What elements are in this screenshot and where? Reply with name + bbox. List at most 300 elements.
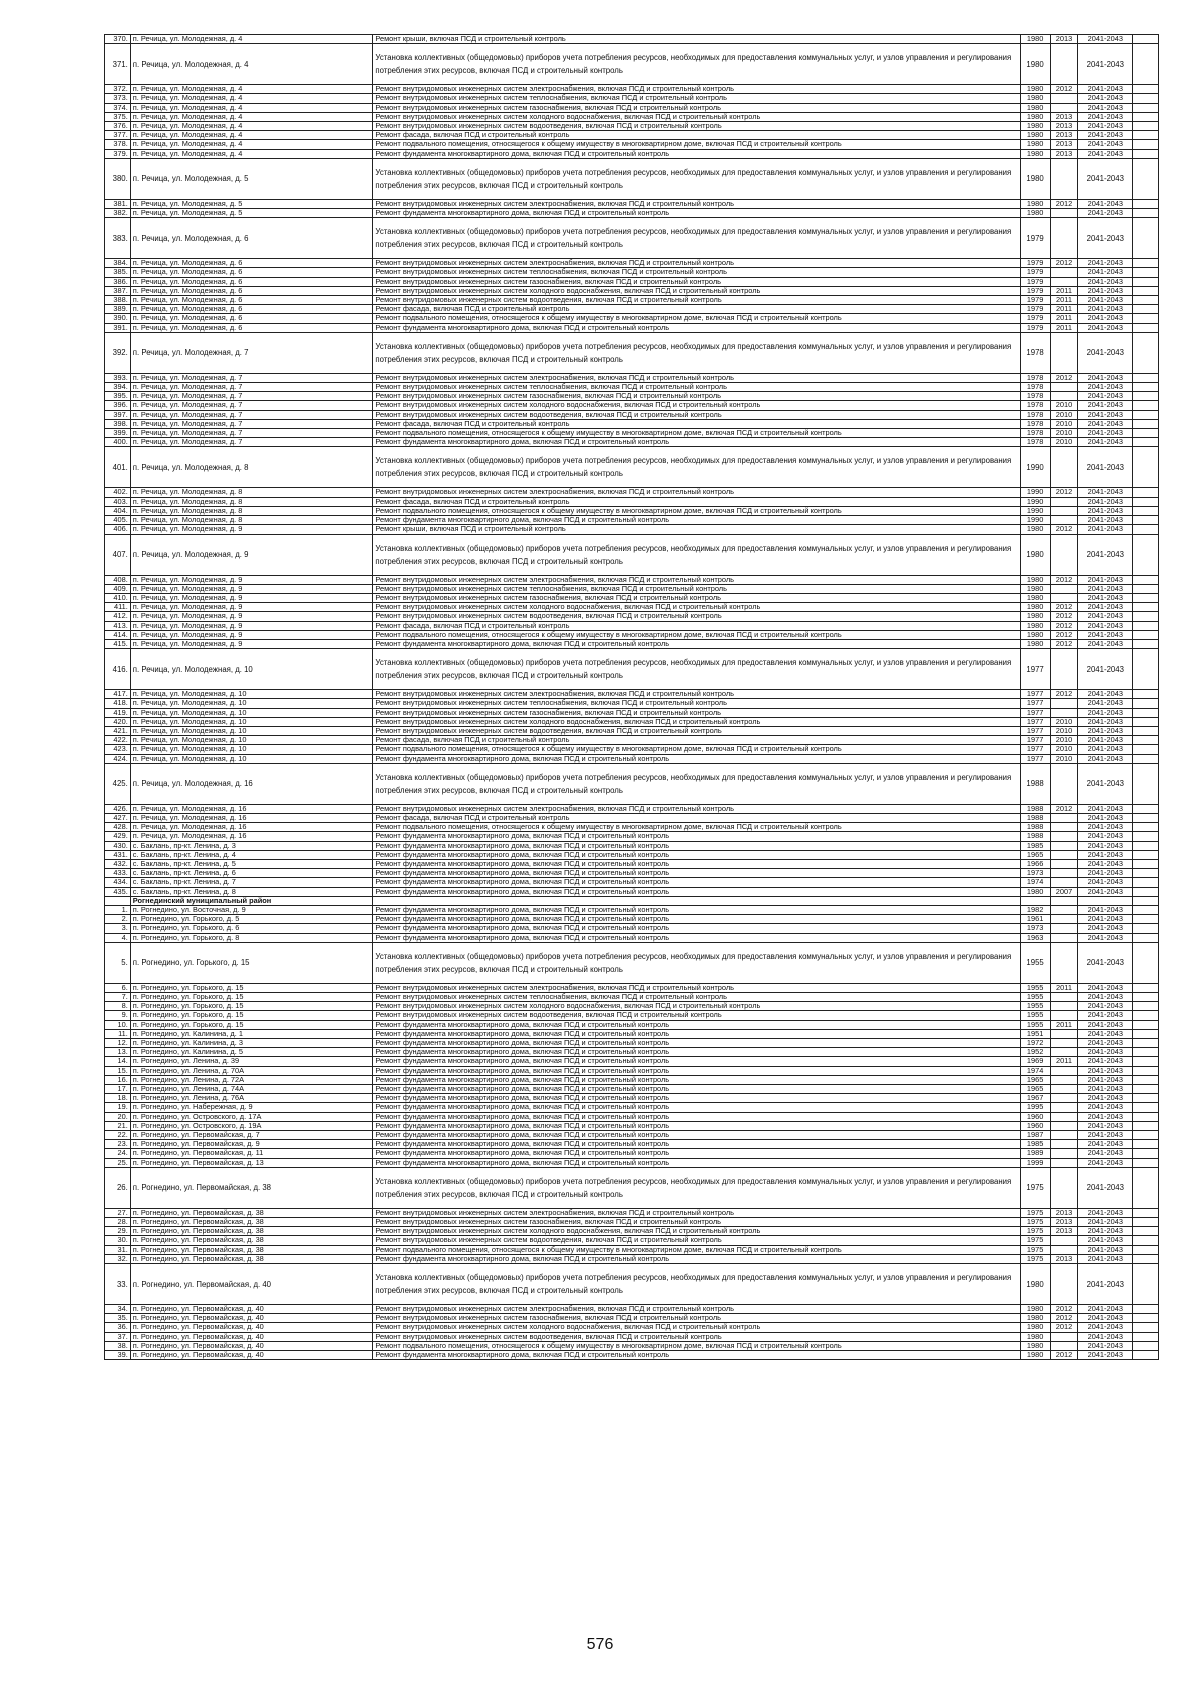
empty-cell — [1133, 1208, 1159, 1217]
last-repair-year-cell: 2013 — [1050, 149, 1078, 158]
commission-year-cell: 1980 — [1020, 1264, 1050, 1305]
planned-period-cell: 2041-2043 — [1078, 905, 1133, 914]
empty-cell — [1133, 286, 1159, 295]
empty-cell — [1133, 915, 1159, 924]
planned-period-cell: 2041-2043 — [1078, 736, 1133, 745]
commission-year-cell: 1985 — [1020, 841, 1050, 850]
work-type-cell: Установка коллективных (общедомовых) приборов учета потребления ресурсов, необходимых для предоставления коммунальных услуг, и узлов управления и регулирования потребления этих ресурсов, включая ПСД и строительный контроль — [373, 218, 1020, 259]
commission-year-cell: 1980 — [1020, 612, 1050, 621]
row-number — [105, 896, 131, 905]
commission-year-cell: 1978 — [1020, 419, 1050, 428]
last-repair-year-cell: 2012 — [1050, 630, 1078, 639]
table-row — [105, 447, 1159, 488]
table-row — [105, 1254, 1159, 1263]
empty-cell — [1133, 859, 1159, 868]
planned-period-cell: 2041-2043 — [1078, 887, 1133, 896]
empty-cell — [1133, 993, 1159, 1002]
planned-period-cell: 2041-2043 — [1078, 593, 1133, 602]
address-cell: п. Рогнедино, ул. Первомайская, д. 38 — [130, 1167, 373, 1208]
commission-year-cell: 1977 — [1020, 736, 1050, 745]
planned-period-cell: 2041-2043 — [1078, 1011, 1133, 1020]
address-cell: с. Баклань, пр-кт. Ленина, д. 7 — [130, 878, 373, 887]
planned-period-cell: 2041-2043 — [1078, 429, 1133, 438]
table-row — [105, 277, 1159, 286]
work-type-cell: Ремонт подвального помещения, относящегося к общему имуществу в многоквартирном доме, включая ПСД и строительный контроль — [373, 1245, 1020, 1254]
work-type-cell: Ремонт подвального помещения, относящегося к общему имуществу в многоквартирном доме, включая ПСД и строительный контроль — [373, 506, 1020, 515]
commission-year-cell: 1952 — [1020, 1048, 1050, 1057]
table-row — [105, 1341, 1159, 1350]
last-repair-year-cell — [1050, 268, 1078, 277]
commission-year-cell: 1980 — [1020, 112, 1050, 121]
work-type-cell: Ремонт фундамента многоквартирного дома, включая ПСД и строительный контроль — [373, 1112, 1020, 1121]
commission-year-cell: 1989 — [1020, 1149, 1050, 1158]
work-type-cell: Ремонт внутридомовых инженерных систем водоотведения, включая ПСД и строительный контроль — [373, 1236, 1020, 1245]
commission-year-cell: 1978 — [1020, 410, 1050, 419]
address-cell: п. Рогнедино, ул. Островского, д. 19А — [130, 1121, 373, 1130]
planned-period-cell: 2041-2043 — [1078, 122, 1133, 131]
row-number: 375. — [105, 112, 131, 121]
row-number: 408. — [105, 575, 131, 584]
commission-year-cell: 1972 — [1020, 1039, 1050, 1048]
address-cell: п. Рогнедино, ул. Горького, д. 15 — [130, 983, 373, 992]
row-number: 381. — [105, 199, 131, 208]
row-number: 418. — [105, 699, 131, 708]
planned-period-cell: 2041-2043 — [1078, 878, 1133, 887]
row-number: 19. — [105, 1103, 131, 1112]
empty-cell — [1133, 44, 1159, 85]
empty-cell — [1133, 593, 1159, 602]
address-cell: п. Рогнедино, ул. Горького, д. 5 — [130, 915, 373, 924]
commission-year-cell: 1980 — [1020, 1341, 1050, 1350]
table-row — [105, 708, 1159, 717]
table-row — [105, 392, 1159, 401]
row-number: 5. — [105, 942, 131, 983]
empty-cell — [1133, 690, 1159, 699]
last-repair-year-cell — [1050, 1085, 1078, 1094]
last-repair-year-cell — [1050, 497, 1078, 506]
planned-period-cell: 2041-2043 — [1078, 149, 1133, 158]
planned-period-cell: 2041-2043 — [1078, 1149, 1133, 1158]
work-type-cell: Ремонт фундамента многоквартирного дома, включая ПСД и строительный контроль — [373, 1351, 1020, 1360]
row-number: 374. — [105, 103, 131, 112]
address-cell: п. Речица, ул. Молодежная, д. 4 — [130, 112, 373, 121]
last-repair-year-cell — [1050, 1121, 1078, 1130]
commission-year-cell: 1979 — [1020, 218, 1050, 259]
table-row — [105, 1227, 1159, 1236]
work-type-cell: Ремонт внутридомовых инженерных систем электроснабжения, включая ПСД и строительный контроль — [373, 1208, 1020, 1217]
table-row — [105, 1121, 1159, 1130]
empty-cell — [1078, 896, 1133, 905]
empty-cell — [1133, 1085, 1159, 1094]
last-repair-year-cell — [1050, 1075, 1078, 1084]
commission-year-cell: 1961 — [1020, 915, 1050, 924]
table-row — [105, 575, 1159, 584]
table-row — [105, 1208, 1159, 1217]
table-row — [105, 488, 1159, 497]
planned-period-cell: 2041-2043 — [1078, 534, 1133, 575]
row-number: 415. — [105, 639, 131, 648]
commission-year-cell: 1975 — [1020, 1245, 1050, 1254]
address-cell: п. Речица, ул. Молодежная, д. 9 — [130, 575, 373, 584]
planned-period-cell: 2041-2043 — [1078, 1254, 1133, 1263]
planned-period-cell: 2041-2043 — [1078, 1112, 1133, 1121]
planned-period-cell: 2041-2043 — [1078, 754, 1133, 763]
row-number: 416. — [105, 649, 131, 690]
table-row — [105, 736, 1159, 745]
last-repair-year-cell: 2013 — [1050, 1227, 1078, 1236]
planned-period-cell: 2041-2043 — [1078, 1167, 1133, 1208]
work-type-cell: Ремонт фундамента многоквартирного дома, включая ПСД и строительный контроль — [373, 1149, 1020, 1158]
row-number: 386. — [105, 277, 131, 286]
row-number: 417. — [105, 690, 131, 699]
planned-period-cell: 2041-2043 — [1078, 268, 1133, 277]
work-type-cell: Ремонт внутридомовых инженерных систем водоотведения, включая ПСД и строительный контроль — [373, 296, 1020, 305]
commission-year-cell: 1980 — [1020, 94, 1050, 103]
address-cell: п. Рогнедино, ул. Первомайская, д. 38 — [130, 1218, 373, 1227]
work-type-cell: Ремонт внутридомовых инженерных систем газоснабжения, включая ПСД и строительный контроль — [373, 392, 1020, 401]
planned-period-cell: 2041-2043 — [1078, 1029, 1133, 1038]
address-cell: п. Рогнедино, ул. Горького, д. 15 — [130, 993, 373, 1002]
empty-cell — [1133, 158, 1159, 199]
empty-cell — [1133, 268, 1159, 277]
empty-cell — [1133, 438, 1159, 447]
row-number: 431. — [105, 850, 131, 859]
commission-year-cell: 1977 — [1020, 649, 1050, 690]
table-row — [105, 726, 1159, 735]
work-type-cell: Ремонт фасада, включая ПСД и строительный контроль — [373, 131, 1020, 140]
empty-cell — [1133, 525, 1159, 534]
address-cell: п. Рогнедино, ул. Первомайская, д. 38 — [130, 1236, 373, 1245]
table-row — [105, 1094, 1159, 1103]
work-type-cell: Ремонт внутридомовых инженерных систем холодного водоснабжения, включая ПСД и строительный контроль — [373, 401, 1020, 410]
planned-period-cell: 2041-2043 — [1078, 639, 1133, 648]
address-cell: п. Речица, ул. Молодежная, д. 6 — [130, 218, 373, 259]
empty-cell — [1133, 373, 1159, 382]
address-cell: п. Речица, ул. Молодежная, д. 6 — [130, 286, 373, 295]
work-type-cell: Ремонт внутридомовых инженерных систем газоснабжения, включая ПСД и строительный контроль — [373, 277, 1020, 286]
last-repair-year-cell: 2012 — [1050, 1323, 1078, 1332]
commission-year-cell: 1980 — [1020, 140, 1050, 149]
commission-year-cell: 1977 — [1020, 690, 1050, 699]
work-type-cell: Установка коллективных (общедомовых) приборов учета потребления ресурсов, необходимых для предоставления коммунальных услуг, и узлов управления и регулирования потребления этих ресурсов, включая ПСД и строительный контроль — [373, 1264, 1020, 1305]
commission-year-cell: 1969 — [1020, 1057, 1050, 1066]
address-cell: п. Речица, ул. Молодежная, д. 8 — [130, 447, 373, 488]
table-row — [105, 218, 1159, 259]
address-cell: п. Рогнедино, ул. Калинина, д. 1 — [130, 1029, 373, 1038]
address-cell: п. Рогнедино, ул. Горького, д. 6 — [130, 924, 373, 933]
planned-period-cell: 2041-2043 — [1078, 1236, 1133, 1245]
work-type-cell: Ремонт внутридомовых инженерных систем водоотведения, включая ПСД и строительный контроль — [373, 1332, 1020, 1341]
row-number: 434. — [105, 878, 131, 887]
last-repair-year-cell: 2012 — [1050, 621, 1078, 630]
table-row — [105, 1264, 1159, 1305]
commission-year-cell: 1955 — [1020, 1011, 1050, 1020]
address-cell: п. Речица, ул. Молодежная, д. 9 — [130, 612, 373, 621]
empty-cell — [1133, 1039, 1159, 1048]
table-row — [105, 438, 1159, 447]
empty-cell — [1133, 745, 1159, 754]
work-type-cell: Ремонт фундамента многоквартирного дома, включая ПСД и строительный контроль — [373, 1254, 1020, 1263]
empty-cell — [1133, 1218, 1159, 1227]
row-number: 26. — [105, 1167, 131, 1208]
last-repair-year-cell: 2010 — [1050, 754, 1078, 763]
commission-year-cell: 1985 — [1020, 1140, 1050, 1149]
empty-cell — [1133, 392, 1159, 401]
empty-cell — [1133, 1341, 1159, 1350]
commission-year-cell: 1980 — [1020, 593, 1050, 602]
last-repair-year-cell: 2013 — [1050, 35, 1078, 44]
last-repair-year-cell — [1050, 593, 1078, 602]
address-cell: п. Рогнедино, ул. Горького, д. 15 — [130, 1002, 373, 1011]
work-type-cell: Ремонт внутридомовых инженерных систем холодного водоснабжения, включая ПСД и строительный контроль — [373, 1002, 1020, 1011]
address-cell: п. Речица, ул. Молодежная, д. 9 — [130, 584, 373, 593]
empty-cell — [1133, 717, 1159, 726]
last-repair-year-cell: 2013 — [1050, 1208, 1078, 1217]
planned-period-cell: 2041-2043 — [1078, 630, 1133, 639]
address-cell: п. Речица, ул. Молодежная, д. 6 — [130, 314, 373, 323]
empty-cell — [1133, 584, 1159, 593]
address-cell: п. Рогнедино, ул. Калинина, д. 5 — [130, 1048, 373, 1057]
planned-period-cell: 2041-2043 — [1078, 44, 1133, 85]
table-row — [105, 584, 1159, 593]
row-number: 10. — [105, 1020, 131, 1029]
commission-year-cell: 1975 — [1020, 1254, 1050, 1263]
row-number: 378. — [105, 140, 131, 149]
work-type-cell: Ремонт внутридомовых инженерных систем теплоснабжения, включая ПСД и строительный контроль — [373, 94, 1020, 103]
last-repair-year-cell: 2010 — [1050, 717, 1078, 726]
work-type-cell: Ремонт фундамента многоквартирного дома, включая ПСД и строительный контроль — [373, 1140, 1020, 1149]
empty-cell — [1133, 429, 1159, 438]
planned-period-cell: 2041-2043 — [1078, 1020, 1133, 1029]
work-type-cell: Установка коллективных (общедомовых) приборов учета потребления ресурсов, необходимых для предоставления коммунальных услуг, и узлов управления и регулирования потребления этих ресурсов, включая ПСД и строительный контроль — [373, 763, 1020, 804]
row-number: 14. — [105, 1057, 131, 1066]
address-cell: п. Речица, ул. Молодежная, д. 7 — [130, 419, 373, 428]
empty-cell — [1133, 983, 1159, 992]
commission-year-cell: 1980 — [1020, 103, 1050, 112]
address-cell: п. Речица, ул. Молодежная, д. 6 — [130, 305, 373, 314]
address-cell: п. Рогнедино, ул. Первомайская, д. 40 — [130, 1305, 373, 1314]
address-cell: п. Рогнедино, ул. Горького, д. 15 — [130, 1011, 373, 1020]
address-cell: с. Баклань, пр-кт. Ленина, д. 3 — [130, 841, 373, 850]
empty-cell — [1133, 277, 1159, 286]
commission-year-cell: 1965 — [1020, 1075, 1050, 1084]
address-cell: п. Речица, ул. Молодежная, д. 4 — [130, 131, 373, 140]
commission-year-cell: 1979 — [1020, 314, 1050, 323]
row-number: 424. — [105, 754, 131, 763]
last-repair-year-cell — [1050, 1332, 1078, 1341]
empty-cell — [1133, 869, 1159, 878]
table-row — [105, 314, 1159, 323]
last-repair-year-cell — [1050, 933, 1078, 942]
commission-year-cell: 1980 — [1020, 149, 1050, 158]
last-repair-year-cell: 2012 — [1050, 85, 1078, 94]
work-type-cell: Ремонт фундамента многоквартирного дома, включая ПСД и строительный контроль — [373, 1158, 1020, 1167]
commission-year-cell: 1990 — [1020, 516, 1050, 525]
address-cell: п. Речица, ул. Молодежная, д. 10 — [130, 699, 373, 708]
last-repair-year-cell — [1050, 859, 1078, 868]
table-row — [105, 1332, 1159, 1341]
planned-period-cell: 2041-2043 — [1078, 1066, 1133, 1075]
row-number: 24. — [105, 1149, 131, 1158]
planned-period-cell: 2041-2043 — [1078, 612, 1133, 621]
row-number: 413. — [105, 621, 131, 630]
commission-year-cell: 1980 — [1020, 35, 1050, 44]
commission-year-cell: 1960 — [1020, 1112, 1050, 1121]
address-cell: п. Речица, ул. Молодежная, д. 9 — [130, 639, 373, 648]
row-number: 39. — [105, 1351, 131, 1360]
table-row — [105, 149, 1159, 158]
row-number: 426. — [105, 804, 131, 813]
commission-year-cell: 1978 — [1020, 332, 1050, 373]
last-repair-year-cell — [1050, 1103, 1078, 1112]
empty-cell — [1133, 1131, 1159, 1140]
commission-year-cell: 1980 — [1020, 1323, 1050, 1332]
work-type-cell: Ремонт подвального помещения, относящегося к общему имуществу в многоквартирном доме, включая ПСД и строительный контроль — [373, 823, 1020, 832]
commission-year-cell: 1951 — [1020, 1029, 1050, 1038]
last-repair-year-cell — [1050, 1039, 1078, 1048]
row-number: 398. — [105, 419, 131, 428]
row-number: 36. — [105, 1323, 131, 1332]
planned-period-cell: 2041-2043 — [1078, 259, 1133, 268]
work-type-cell: Установка коллективных (общедомовых) приборов учета потребления ресурсов, необходимых для предоставления коммунальных услуг, и узлов управления и регулирования потребления этих ресурсов, включая ПСД и строительный контроль — [373, 44, 1020, 85]
planned-period-cell: 2041-2043 — [1078, 112, 1133, 121]
commission-year-cell: 1979 — [1020, 259, 1050, 268]
planned-period-cell: 2041-2043 — [1078, 488, 1133, 497]
empty-cell — [1133, 603, 1159, 612]
address-cell: п. Речица, ул. Молодежная, д. 7 — [130, 401, 373, 410]
row-number: 8. — [105, 1002, 131, 1011]
planned-period-cell: 2041-2043 — [1078, 296, 1133, 305]
last-repair-year-cell — [1050, 44, 1078, 85]
commission-year-cell: 1988 — [1020, 813, 1050, 822]
address-cell: п. Рогнедино, ул. Островского, д. 17А — [130, 1112, 373, 1121]
planned-period-cell: 2041-2043 — [1078, 506, 1133, 515]
address-cell: п. Речица, ул. Молодежная, д. 5 — [130, 209, 373, 218]
row-number: 411. — [105, 603, 131, 612]
work-type-cell: Установка коллективных (общедомовых) приборов учета потребления ресурсов, необходимых для предоставления коммунальных услуг, и узлов управления и регулирования потребления этих ресурсов, включая ПСД и строительный контроль — [373, 942, 1020, 983]
row-number: 385. — [105, 268, 131, 277]
row-number: 402. — [105, 488, 131, 497]
work-type-cell: Ремонт фундамента многоквартирного дома, включая ПСД и строительный контроль — [373, 1029, 1020, 1038]
row-number: 392. — [105, 332, 131, 373]
planned-period-cell: 2041-2043 — [1078, 1002, 1133, 1011]
empty-cell — [1133, 1066, 1159, 1075]
commission-year-cell: 1979 — [1020, 268, 1050, 277]
commission-year-cell: 1980 — [1020, 621, 1050, 630]
commission-year-cell: 1955 — [1020, 993, 1050, 1002]
commission-year-cell: 1975 — [1020, 1236, 1050, 1245]
commission-year-cell: 1982 — [1020, 905, 1050, 914]
table-row — [105, 383, 1159, 392]
last-repair-year-cell — [1050, 869, 1078, 878]
planned-period-cell: 2041-2043 — [1078, 1075, 1133, 1084]
work-type-cell: Ремонт подвального помещения, относящегося к общему имуществу в многоквартирном доме, включая ПСД и строительный контроль — [373, 314, 1020, 323]
row-number: 370. — [105, 35, 131, 44]
empty-cell — [1133, 149, 1159, 158]
planned-period-cell: 2041-2043 — [1078, 1227, 1133, 1236]
work-type-cell: Ремонт внутридомовых инженерных систем теплоснабжения, включая ПСД и строительный контроль — [373, 268, 1020, 277]
work-type-cell: Ремонт крыши, включая ПСД и строительный контроль — [373, 525, 1020, 534]
address-cell: п. Речица, ул. Молодежная, д. 4 — [130, 140, 373, 149]
last-repair-year-cell — [1050, 1112, 1078, 1121]
planned-period-cell: 2041-2043 — [1078, 158, 1133, 199]
commission-year-cell: 1980 — [1020, 584, 1050, 593]
last-repair-year-cell — [1050, 924, 1078, 933]
empty-cell — [1133, 1167, 1159, 1208]
planned-period-cell: 2041-2043 — [1078, 1245, 1133, 1254]
planned-period-cell: 2041-2043 — [1078, 103, 1133, 112]
last-repair-year-cell — [1050, 1029, 1078, 1038]
commission-year-cell: 1974 — [1020, 878, 1050, 887]
last-repair-year-cell — [1050, 993, 1078, 1002]
work-type-cell: Ремонт внутридомовых инженерных систем электроснабжения, включая ПСД и строительный контроль — [373, 983, 1020, 992]
table-row — [105, 983, 1159, 992]
empty-cell — [1133, 1351, 1159, 1360]
table-row — [105, 804, 1159, 813]
commission-year-cell: 1980 — [1020, 1305, 1050, 1314]
work-type-cell: Установка коллективных (общедомовых) приборов учета потребления ресурсов, необходимых для предоставления коммунальных услуг, и узлов управления и регулирования потребления этих ресурсов, включая ПСД и строительный контроль — [373, 447, 1020, 488]
last-repair-year-cell: 2010 — [1050, 438, 1078, 447]
address-cell: п. Речица, ул. Молодежная, д. 7 — [130, 410, 373, 419]
row-number: 435. — [105, 887, 131, 896]
work-type-cell: Установка коллективных (общедомовых) приборов учета потребления ресурсов, необходимых для предоставления коммунальных услуг, и узлов управления и регулирования потребления этих ресурсов, включая ПСД и строительный контроль — [373, 1167, 1020, 1208]
planned-period-cell: 2041-2043 — [1078, 392, 1133, 401]
planned-period-cell: 2041-2043 — [1078, 1094, 1133, 1103]
table-row — [105, 1245, 1159, 1254]
last-repair-year-cell: 2012 — [1050, 1314, 1078, 1323]
work-type-cell: Ремонт внутридомовых инженерных систем водоотведения, включая ПСД и строительный контроль — [373, 122, 1020, 131]
table-row — [105, 506, 1159, 515]
commission-year-cell: 1975 — [1020, 1218, 1050, 1227]
row-number: 433. — [105, 869, 131, 878]
address-cell: с. Баклань, пр-кт. Ленина, д. 6 — [130, 869, 373, 878]
planned-period-cell: 2041-2043 — [1078, 410, 1133, 419]
address-cell: п. Речица, ул. Молодежная, д. 9 — [130, 630, 373, 639]
planned-period-cell: 2041-2043 — [1078, 717, 1133, 726]
work-type-cell: Ремонт внутридомовых инженерных систем газоснабжения, включая ПСД и строительный контроль — [373, 593, 1020, 602]
work-type-cell: Ремонт фундамента многоквартирного дома, включая ПСД и строительный контроль — [373, 933, 1020, 942]
last-repair-year-cell: 2012 — [1050, 373, 1078, 382]
table-row — [105, 1158, 1159, 1167]
last-repair-year-cell — [1050, 584, 1078, 593]
row-number: 371. — [105, 44, 131, 85]
empty-cell — [1133, 516, 1159, 525]
last-repair-year-cell — [1050, 158, 1078, 199]
work-type-cell: Ремонт внутридомовых инженерных систем холодного водоснабжения, включая ПСД и строительный контроль — [373, 1323, 1020, 1332]
table-row — [105, 717, 1159, 726]
table-row — [105, 942, 1159, 983]
address-cell: п. Речица, ул. Молодежная, д. 4 — [130, 85, 373, 94]
work-type-cell: Ремонт фасада, включая ПСД и строительный контроль — [373, 305, 1020, 314]
planned-period-cell: 2041-2043 — [1078, 383, 1133, 392]
row-number: 425. — [105, 763, 131, 804]
table-row — [105, 1020, 1159, 1029]
table-row — [105, 823, 1159, 832]
commission-year-cell: 1999 — [1020, 1158, 1050, 1167]
address-cell: п. Речица, ул. Молодежная, д. 7 — [130, 438, 373, 447]
planned-period-cell: 2041-2043 — [1078, 1314, 1133, 1323]
planned-period-cell: 2041-2043 — [1078, 690, 1133, 699]
address-cell: п. Речица, ул. Молодежная, д. 8 — [130, 516, 373, 525]
address-cell: п. Речица, ул. Молодежная, д. 4 — [130, 94, 373, 103]
work-type-cell: Ремонт фундамента многоквартирного дома, включая ПСД и строительный контроль — [373, 1048, 1020, 1057]
empty-cell — [1133, 832, 1159, 841]
row-number: 27. — [105, 1208, 131, 1217]
commission-year-cell: 1980 — [1020, 199, 1050, 208]
row-number: 34. — [105, 1305, 131, 1314]
row-number: 22. — [105, 1131, 131, 1140]
work-type-cell: Ремонт внутридомовых инженерных систем электроснабжения, включая ПСД и строительный контроль — [373, 373, 1020, 382]
